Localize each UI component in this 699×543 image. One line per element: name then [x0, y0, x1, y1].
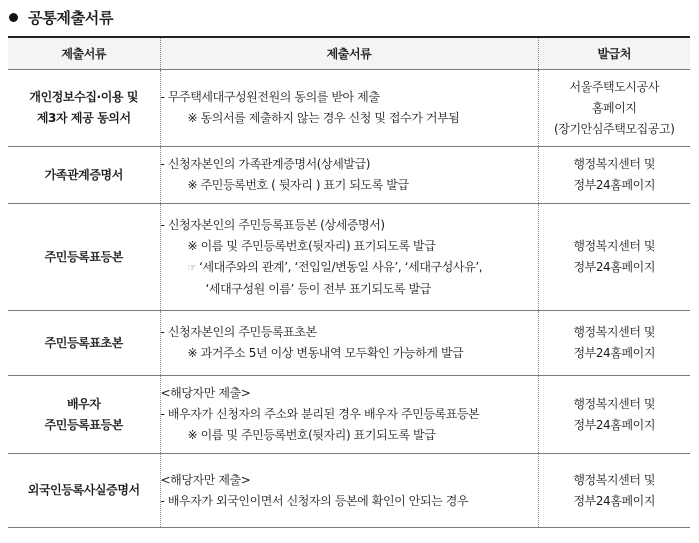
detail-line: - 신청자본인의 주민등록표초본 [160, 325, 317, 339]
document-name-line: 제3자 제공 동의서 [36, 111, 131, 125]
section-title: 공통제출서류 [28, 8, 114, 27]
document-name-cell [8, 147, 160, 204]
detail-line: - 신청자본인의 가족관계증명서(상세발급) [160, 157, 371, 171]
issuer-cell [538, 454, 690, 528]
issuer-line: 정부24홈페이지 [573, 346, 656, 360]
note-line: ※ 이름 및 주민등록번호(뒷자리) 표기되도록 발급 [187, 238, 436, 253]
issuer-line: 행정복지센터 및 [573, 157, 656, 171]
document-detail-cell [160, 70, 538, 147]
issuer-line: 정부24홈페이지 [573, 260, 656, 274]
detail-line: - 배우자가 신청자의 주소와 분리된 경우 배우자 주민등록표등본 [160, 407, 480, 421]
document-detail-cell [160, 454, 538, 528]
note-subline: ‘세대구성원 이름’ 등이 전부 표기되도록 발급 [205, 281, 431, 296]
bullet-icon [9, 13, 18, 22]
issuer-line: 행정복지센터 및 [573, 396, 656, 411]
note-line: ※ 주민등록번호 ( 뒷자리 ) 표기 되도록 발급 [187, 178, 409, 192]
note-subline [161, 257, 538, 279]
table-row [8, 454, 690, 528]
issuer-line: (장기안심주택모집공고) [554, 121, 675, 136]
document-name-line: 주민등록표초본 [44, 335, 123, 350]
documents-table [8, 36, 690, 528]
document-name-line: 배우자 [66, 396, 101, 411]
document-name-line: 주민등록표등본 [44, 417, 123, 432]
issuer-cell [538, 147, 690, 204]
document-name-line: 개인정보수집·이용 및 [29, 90, 139, 104]
issuer-cell [538, 204, 690, 311]
table-row [8, 204, 690, 311]
document-detail-cell [160, 147, 538, 204]
document-name-cell [8, 204, 160, 311]
issuer-line: 행정복지센터 및 [573, 472, 656, 487]
document-name-line: 주민등록표등본 [44, 249, 123, 264]
applicability-line: <해당자만 제출> [160, 472, 251, 487]
document-name-cell [8, 376, 160, 454]
table-row [8, 311, 690, 376]
header-document-name: 제출서류 [8, 37, 160, 70]
detail-line: - 무주택세대구성원전원의 동의를 받아 제출 [160, 90, 380, 104]
header-issuer: 발급처 [538, 37, 690, 70]
section-heading [9, 6, 113, 28]
document-detail-cell [160, 311, 538, 376]
issuer-line: 홈페이지 [591, 100, 637, 115]
document-name-cell [8, 454, 160, 528]
detail-line: - 배우자가 외국인이면서 신청자의 등본에 확인이 안되는 경우 [160, 493, 469, 508]
table-header-row [8, 37, 690, 70]
issuer-cell [538, 311, 690, 376]
table-row [8, 376, 690, 454]
table-row [8, 147, 690, 204]
issuer-line: 행정복지센터 및 [573, 325, 656, 339]
document-name-cell [8, 311, 160, 376]
document-name-line: 가족관계증명서 [44, 167, 123, 182]
issuer-line: 서울주택도시공사 [569, 79, 660, 94]
issuer-line: 행정복지센터 및 [573, 239, 656, 253]
note-subline-text: ‘세대주와의 관계’, ‘전입일/변동일 사유’, ‘세대구성사유’, [199, 259, 483, 274]
issuer-cell [538, 70, 690, 147]
issuer-line: 정부24홈페이지 [573, 493, 656, 508]
document-name-cell [8, 70, 160, 147]
applicability-line: <해당자만 제출> [160, 386, 251, 400]
issuer-line: 정부24홈페이지 [573, 417, 656, 432]
table-row [8, 70, 690, 147]
document-detail-cell [160, 376, 538, 454]
document-name-line: 외국인등록사실증명서 [27, 483, 140, 497]
document-detail-cell [160, 204, 538, 311]
pointing-hand-icon: ☞ [187, 262, 197, 274]
detail-line: - 신청자본인의 주민등록표등본 (상세증명서) [160, 217, 385, 232]
issuer-line: 정부24홈페이지 [573, 178, 656, 192]
note-line: ※ 과거주소 5년 이상 변동내역 모두확인 가능하게 발급 [187, 346, 464, 360]
note-line: ※ 동의서를 제출하지 않는 경우 신청 및 접수가 거부됨 [187, 111, 460, 125]
note-line: ※ 이름 및 주민등록번호(뒷자리) 표기되도록 발급 [187, 428, 436, 442]
issuer-cell [538, 376, 690, 454]
header-document-details: 제출서류 [160, 37, 538, 70]
